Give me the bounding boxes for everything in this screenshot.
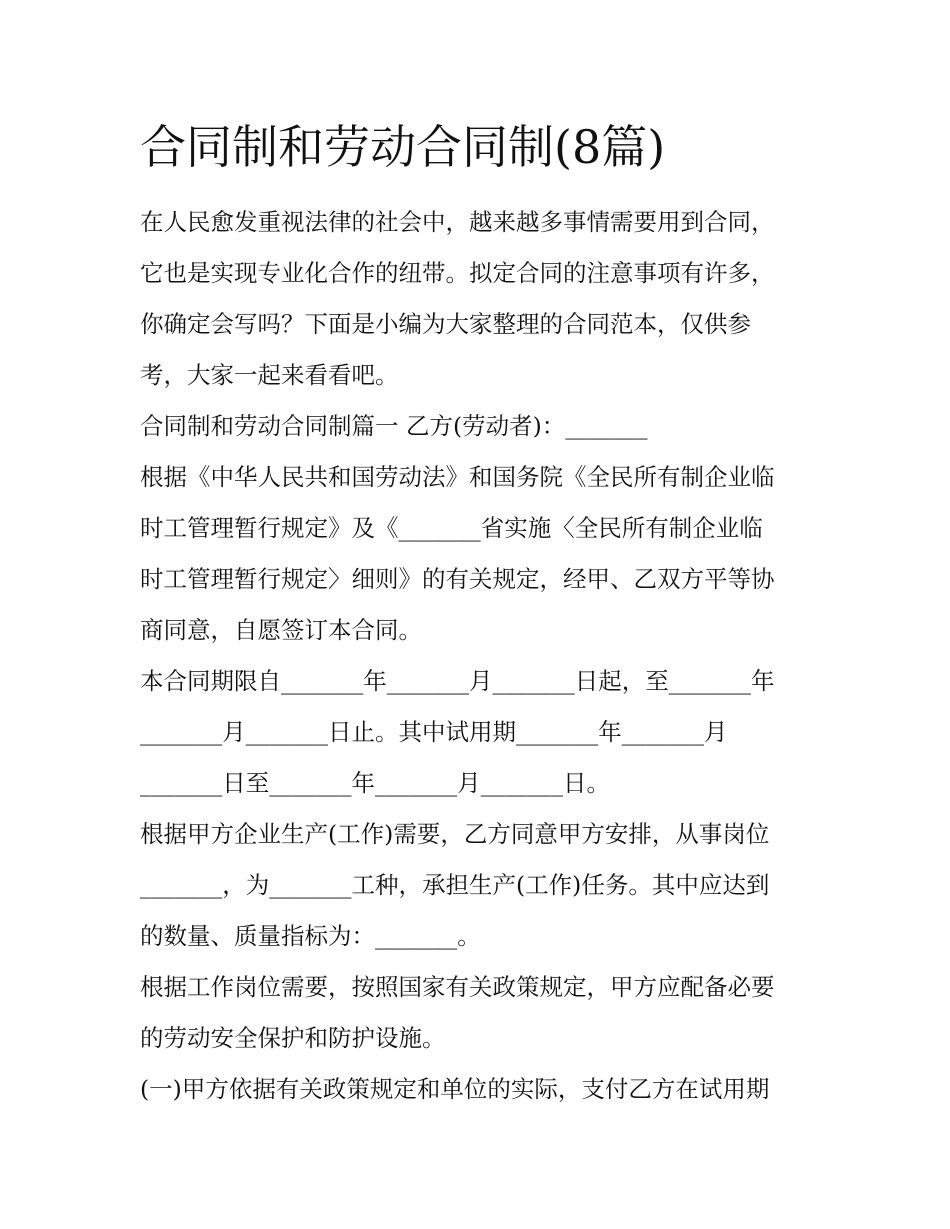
body-line: 商同意，自愿签订本合同。 bbox=[140, 616, 422, 644]
body-line: 根据工作岗位需要，按照国家有关政策规定，甲方应配备必要 bbox=[140, 973, 775, 1001]
body-line: 时工管理暂行规定》及《_______省实施〈全民所有制企业临 bbox=[140, 514, 763, 542]
body-line: 考，大家一起来看看吧。 bbox=[140, 361, 399, 389]
body-line: 它也是实现专业化合作的纽带。拟定合同的注意事项有许多， bbox=[140, 259, 775, 287]
body-line: 你确定会写吗？下面是小编为大家整理的合同范本，仅供参 bbox=[140, 310, 751, 338]
body-line: _______月_______日止。其中试用期_______年_______月 bbox=[140, 718, 728, 746]
body-line: 本合同期限自_______年_______月_______日起，至_______年 bbox=[140, 667, 775, 695]
body-line: 的数量、质量指标为：_______。 bbox=[140, 922, 481, 950]
body-line: 合同制和劳动合同制篇一 乙方(劳动者)：_______ bbox=[140, 412, 648, 440]
document-title: 合同制和劳动合同制(8篇) bbox=[140, 120, 666, 174]
body-line: 在人民愈发重视法律的社会中，越来越多事情需要用到合同， bbox=[140, 208, 775, 236]
body-line: (一)甲方依据有关政策规定和单位的实际，支付乙方在试用期 bbox=[140, 1075, 770, 1103]
body-line: _______日至_______年_______月_______日。 bbox=[140, 769, 610, 797]
body-line: 根据甲方企业生产(工作)需要，乙方同意甲方安排，从事岗位 bbox=[140, 820, 770, 848]
body-line: 的劳动安全保护和防护设施。 bbox=[140, 1024, 446, 1052]
body-line: _______，为_______工种，承担生产(工作)任务。其中应达到 bbox=[140, 871, 770, 899]
body-line: 时工管理暂行规定〉细则》的有关规定，经甲、乙双方平等协 bbox=[140, 565, 775, 593]
document-body bbox=[140, 197, 820, 1115]
body-line: 根据《中华人民共和国劳动法》和国务院《全民所有制企业临 bbox=[140, 463, 775, 491]
